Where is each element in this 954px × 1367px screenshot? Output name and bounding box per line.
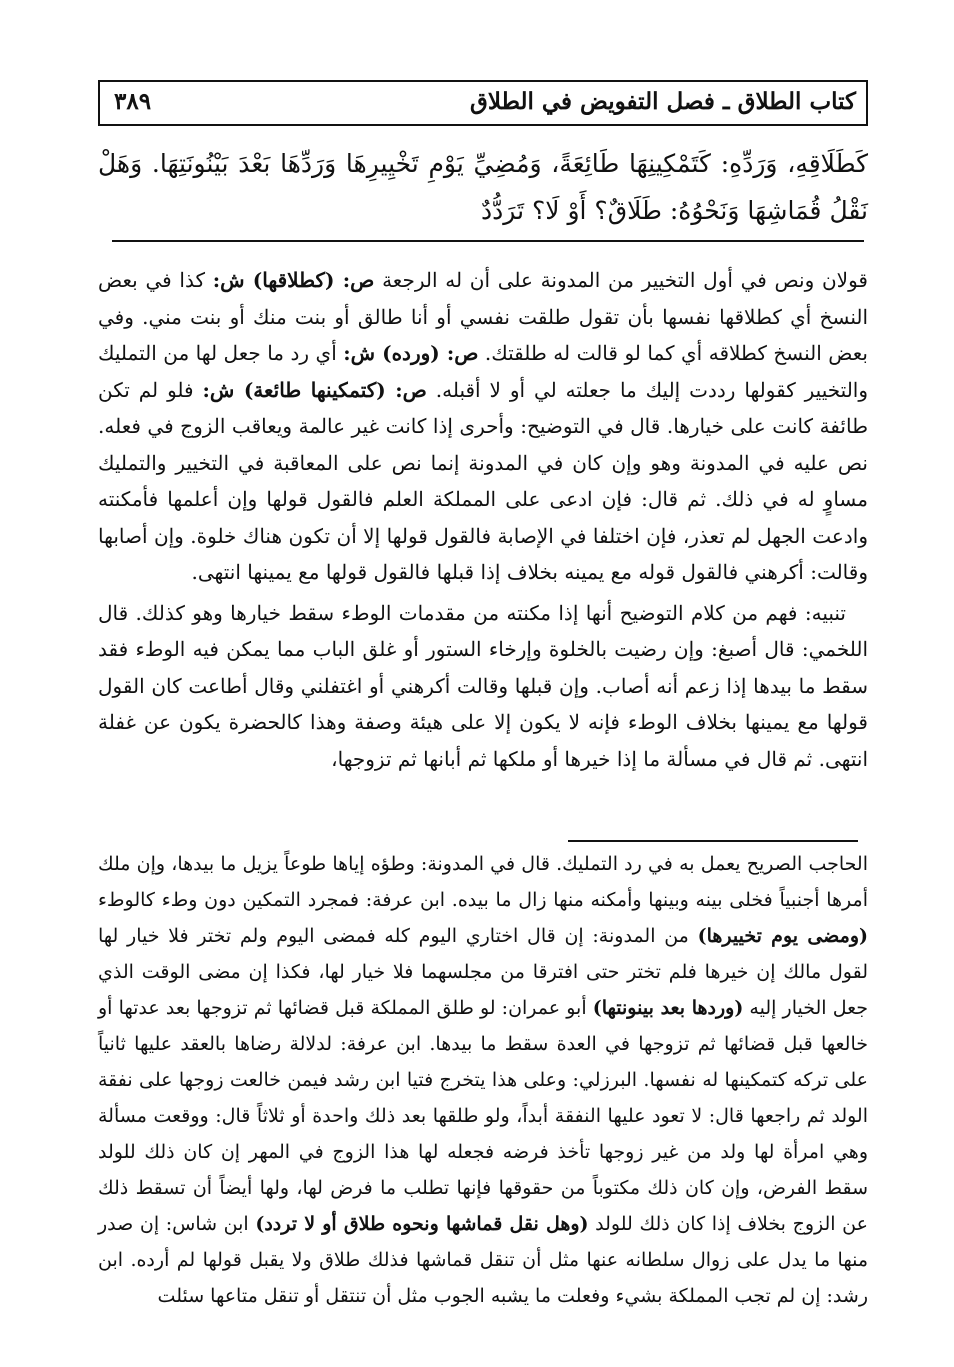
matn-divider (112, 240, 864, 242)
footnote-paragraph: الحاجب الصريح يعمل به في رد التمليك. قال في المدونة: وطؤه إياها طوعاً يزيل ما بيدها، وإن ملك أمرها أجنبياً فخلى بينه وبينها وأمكنه منها زال ما بيده. ابن عرفة: فمجرد التمكين دون وطء كالوطء (ومضى يوم تخييرها) من المدونة: إن قال اختاري اليوم كله فمضى اليوم ولم تختر فلا خيار لها لقول مالك إن خيرها فلم تختر حتى افترقا من مجلسهما فلا خيار لها، فكذا إن مضى الوقت الذي جعل الخيار إليه (وردها بعد بينونتها) أبو عمران: لو طلق المملكة قبل قضائها ثم تزوجها بعد عدتها أو خالعها قبل قضائها ثم تزوجها في العدة سقط ما بيدها. ابن عرفة: لدلالة رضاها بالعقد عليها ثانياً على تركه كتمكينها له نفسها. البرزلي: وعلى هذا يتخرج فتيا ابن رشد فيمن خالعت زوجها على نفقة الولد ثم راجعها قال: لا تعود عليها النفقة أبداً، ولو طلقها بعد ذلك واحدة أو ثلاثاً قال: ووقعت مسألة وهي امرأة لها ولد من غير زوجها تأخذ فرضه فجعله لها هذا الزوج في المهر إن كان ذلك للولد سقط الفرض، وإن كان ذلك مكتوباً من حقوقها فإنها تطلب ما فرض لها، ولها أيضاً أن تسقط ذلك عن الزوج بخلاف إذا كان ذلك للولد (وهل نقل قماشها ونحوه طلاق أو لا تردد) ابن شاس: إن صدر منها ما يدل على زوال سلطانه عنها مثل أن تنقل قماشها فذلك طلاق ولا يقبل قولها لم أرده. ابن رشد: إن لم تجب المملكة بشيء وفعلت ما يشبه الجوب مثل أن تنتقل أو تنقل متاعها سئلت (98, 853, 868, 1307)
bold-lemma: ص: (ورده) ش: (343, 341, 479, 365)
bold-lemma: ص: (كتمكينها طائعة) ش: (202, 377, 427, 402)
running-header (98, 80, 868, 126)
matn-paragraph: كَطَلَاقِهِ، وَرَدِّهِ: كَتَمْكِينِهَا طَائِعَةً، وَمُضِيِّ يَوْمِ تَخْيِيرِهَا وَرَدِّهَا بَعْدَ بَيْنُونَتِهَا. وَهَلْ نَقْلُ قُمَاشِهَا وَنَحْوُهُ: طَلَاقٌ؟ أَوْ لَا؟ تَرَدُّدٌ (98, 149, 868, 225)
bold-lemma: (وهل نقل قماشها ونحوه طلاق أو لا تردد) (255, 1213, 589, 1235)
commentary-paragraph-1: قولان ونص في أول التخيير من المدونة على أن له الرجعة ص: (كطلاقها) ش: كذا في بعض النسخ أي كطلاقها نفسها بأن تقول طلقت نفسي أو أنا طالق أو بنت منك أو بنت مني. وفي بعض النسخ كطلاقه أي كما لو قالت له طلقتك. ص: (ورده) ش: أي رد ما جعل لها من التمليك والتخيير كقولها رددت إليك ما جعلته لي أو لا أقبله. ص: (كتمكينها طائعة) ش: فلو لم تكن طائفة كانت على خيارها. قال في التوضيح: وأحرى إذا كانت غير عالمة ويعاقب الزوج في فعله. نص عليه في المدونة وهو وإن كان في المدونة إنما نص على المعاقبة في التخيير والتمليك مساوٍ له في ذلك. ثم قال: فإن ادعى على المملكة العلم فالقول قولها وإن أعلمها فأمكنته وادعت الجهل لم تعذر، فإن اختلفا في الإصابة فالقول قولها إلا أن تكون هناك خلوة. وإن أصابها وقالت: أكرهني فالقول قوله مع يمينه بخلاف إذا قبلها فالقول قولها مع يمينها انتهى. (98, 268, 868, 584)
footnotes-section (98, 846, 868, 1314)
matn-text (98, 140, 868, 234)
running-title: كتاب الطلاق ـ فصل التفويض في الطلاق (470, 88, 856, 115)
bold-lemma: (وردها بعد بينونتها) (592, 997, 744, 1019)
footnote-divider (568, 840, 858, 842)
bold-lemma: (ومضى يوم تخييرها) (697, 925, 868, 947)
commentary-section (98, 262, 868, 777)
commentary-paragraph-2: تنبيه: فهم من كلام التوضيح أنها إذا مكنته من مقدمات الوطء سقط خيارها وهو كذلك. قال اللخمي: قال أصبغ: وإن رضيت بالخلوة وإرخاء الستور أو غلق الباب مما يمكن فيه الوطء فقد سقط ما بيدها إذا زعم أنه أصاب. وإن قبلها وقالت أكرهني أو اغتفلني وقال أطاعت كان القول قولها مع يمينها بخلاف الوطء فإنه لا يكون إلا على هيئة وصفة وهذا كالحضرة يكون عن غفلة انتهى. ثم قال في مسألة ما إذا خيرها أو ملكها ثم أبانها ثم تزوجها، (98, 600, 868, 771)
bold-lemma: ص: (كطلاقها) ش: (212, 268, 375, 292)
page-number: ٣٨٩ (114, 88, 152, 115)
